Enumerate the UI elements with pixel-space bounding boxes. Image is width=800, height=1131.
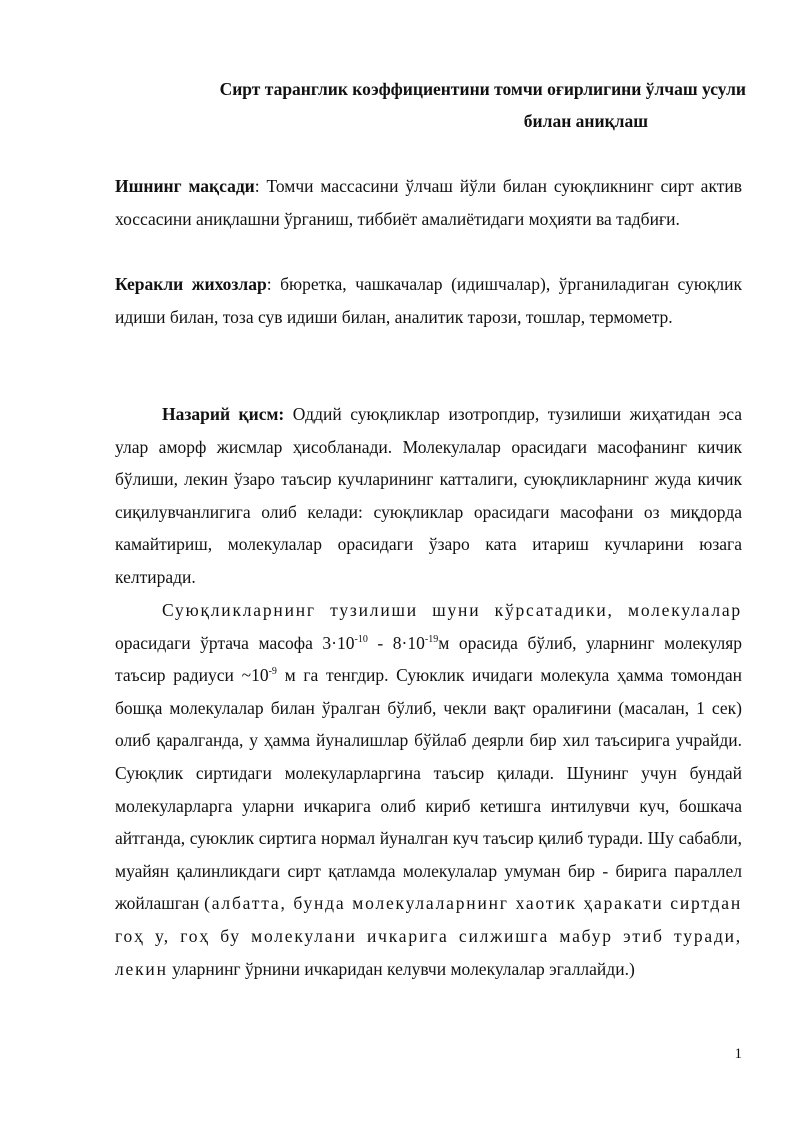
theory-text-2c: - 8·10	[367, 632, 425, 653]
theory-text-2a: Суюқликларнинг тузилиши шуни кўрсатадики, молекулалар	[162, 600, 742, 620]
theory-paragraph-2	[115, 594, 742, 985]
exponent-3: -9	[268, 666, 277, 678]
theory-paragraph-1	[115, 398, 742, 594]
title-line-2: билан аниқлаш	[523, 111, 648, 131]
equipment-paragraph	[115, 268, 742, 333]
goal-paragraph	[115, 170, 742, 235]
page-title	[112, 73, 746, 137]
title-line-1: Сирт таранглик коэффициентини томчи оғирлигини ўлчаш усули	[219, 79, 746, 99]
theory-text-1: Оддий суюқликлар изотропдир, тузилиши жиҳатидан эса улар аморф жисмлар ҳисобланади. Молекулалар орасидаги масофанинг кичик бўлиши, лекин ўзаро таъсир кучларининг катталиги, суюқликларнинг жуда кичик сиқилувчанлигига олиб келади: суюқликлар орасидаги масофани оз миқдорда камайтириш, молекулалар орасидаги ўзаро ката итариш кучларини юзага келтиради.	[115, 404, 743, 587]
theory-text-2d: м орасида бўлиб, уларнинг молекуляр таъсир радиуси ~10	[115, 632, 743, 686]
equipment-text: : бюретка, чашкачалар (идишчалар), ўрганиладиган суюқлик идиши билан, тоза сув идиши билан, аналитик тарози, тошлар, термометр.	[115, 274, 742, 327]
equipment-label: Керакли жихозлар	[115, 274, 267, 294]
exponent-2: -19	[424, 633, 439, 645]
theory-label: Назарий қисм:	[162, 404, 285, 424]
page-number: 1	[734, 1046, 742, 1062]
theory-text-2g: уларнинг ўрнини ичкаридан келувчи молекулалар эгаллайди.)	[172, 958, 635, 979]
goal-label: Ишнинг мақсади	[115, 176, 255, 196]
theory-text-2b: орасидаги ўртача масофа 3·10	[115, 632, 355, 653]
theory-text-2e: м га тенгдир. Суюклик ичидаги молекула ҳамма томондан бошқа молекулалар билан ўралган бўлиб, чекли вақт оралиғини (масалан, 1 сек) олиб қаралганда, у ҳамма йуналишлар бўйлаб деярли бир хил таъсирига учрайди. Суюқлик сиртидаги молекуларларгина таъсир қилади. Шунинг учун бундай молекуларларга уларни ичкарига олиб кириб кетишга интилувчи куч, бошкача айтганда, суюклик сиртига нормал йуналган куч таъсир қилиб туради. Шу сабабли, муайян қалинликдаги сирт қатламда молекулалар умуман бир - бирига параллел жойлашган	[115, 665, 742, 914]
goal-text: : Томчи массасини ўлчаш йўли билан суюқликнинг сирт актив хоссасини аниқлашни ўрганиш, тиббиёт амалиётидаги моҳияти ва тадбиғи.	[115, 176, 742, 229]
exponent-1: -10	[354, 633, 368, 645]
theory-text-2f: (албатта, бунда молекулаларнинг хаотик ҳаракати сиртдан гоҳ у, гоҳ бу молекулани ичкарига силжишга мабур этиб туради, лекин	[115, 893, 742, 979]
